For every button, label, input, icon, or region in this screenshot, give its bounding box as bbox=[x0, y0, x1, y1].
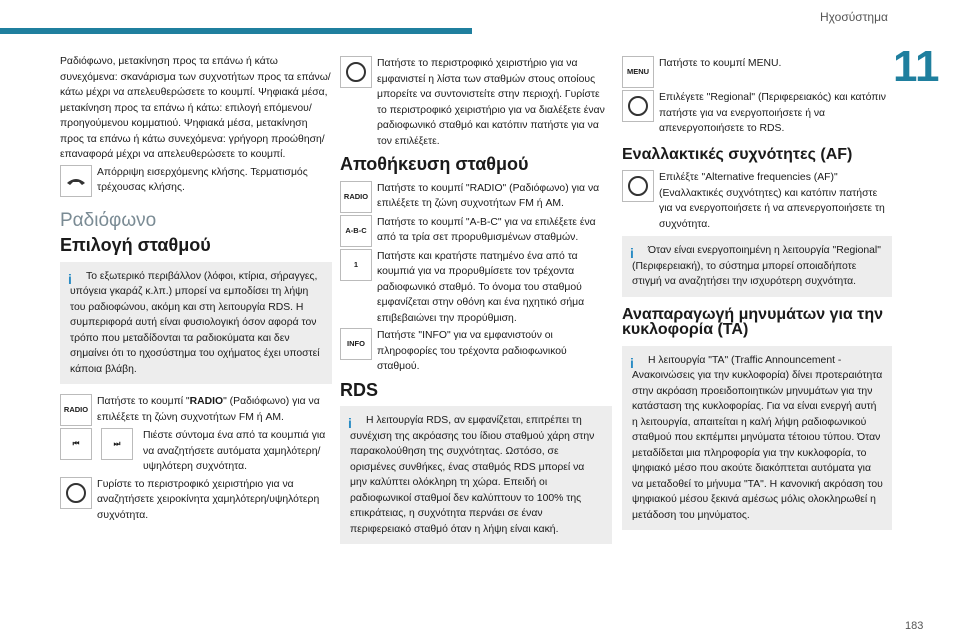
heading: Επιλογή σταθμού bbox=[60, 235, 211, 255]
preset-row bbox=[340, 249, 612, 327]
info-icon: i bbox=[68, 270, 72, 287]
header-title: Ηχοσύστημα bbox=[820, 10, 888, 24]
chapter-number: 11 bbox=[893, 42, 940, 91]
preset-button-icon: 1 bbox=[340, 249, 372, 281]
info-row bbox=[340, 328, 612, 375]
seek-back-icon: ⏮ bbox=[60, 428, 92, 460]
call-row bbox=[60, 165, 332, 197]
info-note bbox=[60, 262, 332, 385]
radio-row bbox=[60, 394, 332, 426]
paragraph: Πατήστε το κουμπί MENU. bbox=[659, 58, 782, 69]
abc-row bbox=[340, 215, 612, 247]
radio-row bbox=[340, 181, 612, 213]
info-note bbox=[622, 346, 892, 531]
paragraph: Απόρριψη εισερχόμενης κλήσης. Τερματισμός τρέχουσας κλήσης. bbox=[97, 166, 308, 193]
note-text: Το εξωτερικό περιβάλλον (λόφοι, κτίρια, σήραγγες, υπόγεια γκαράζ κ.λπ.) μπορεί να εμποδίσει τη λήψη του ραδιοφώνου, ακόμη και στη λειτουργία RDS. Η συμπεριφορά αυτή είναι φυσιολογική όσον αφορά τον τρόπο που μεταδίδονται τα ραδιοκύματα και δεν σημαίνει ότι το ηχοσύστημα του οχήματος έχει υποστεί κάποια βλάβη. bbox=[70, 270, 320, 375]
seek-forward-icon: ⏭ bbox=[101, 428, 133, 460]
phone-hangup-icon bbox=[60, 165, 92, 197]
page-number: 183 bbox=[905, 620, 924, 632]
column-2 bbox=[340, 54, 612, 554]
rotary-knob-icon bbox=[340, 56, 372, 88]
paragraph: Πατήστε το κουμπί "RADIO" (Ραδιόφωνο) για να επιλέξετε τη ζώνη συχνοτήτων FM ή AM. bbox=[377, 182, 600, 209]
heading: Εναλλακτικές συχνότητες (AF) bbox=[622, 145, 853, 163]
rotary-knob-icon bbox=[60, 477, 92, 509]
heading: Αναπαραγωγή μηνυμάτων για την κυκλοφορία (TA) bbox=[622, 305, 883, 338]
top-accent-bar bbox=[0, 28, 472, 34]
af-row bbox=[622, 170, 892, 232]
paragraph: Πατήστε το περιστροφικό χειριστήριο για να εμφανιστεί η λίστα των σταθμών στους οποίους μπορείτε να συντονιστείτε στην περιοχή. Γυρίστε το περιστροφικό χειριστήριο για να διαλέξετε έναν ραδιοφωνικό σταθμό και κατόπιν πατήστε για να τον επιλέξετε. bbox=[377, 58, 605, 147]
paragraph: Πατήστε "INFO" για να εμφανιστούν οι πληροφορίες του τρέχοντα ραδιοφωνικού σταθμού. bbox=[377, 330, 567, 372]
abc-button-icon: A-B-C bbox=[340, 215, 372, 247]
knob-row bbox=[340, 56, 612, 149]
info-button-icon: INFO bbox=[340, 328, 372, 360]
note-text: Η λειτουργία "TA" (Traffic Announcement - Ανακοινώσεις για την κυκλοφορία) δίνει προτεραιότητα στην ακρόαση προειδοποιητικών μηνυμάτων για την κατάσταση της κυκλοφορίας. Για να είναι ενεργή αυτή η λειτουργία, απαιτείται η καλή λήψη ραδιοφωνικού σταθμού που εκπέμπει μηνύματα τέτοιου τύπου. Όταν μεταδίδεται μια πληροφορία για την κυκλοφορία, το ψηφιακό μέσο που ακούτε διακόπτεται αυτόματα για να μεταδοθεί το μήνυμα "TA". Η κανονική ακρόαση του ψηφιακού μέσου ξεκινά αμέσως μόλις ολοκληρωθεί η μετάδοση του μηνύματος. bbox=[632, 354, 883, 521]
knob-row bbox=[60, 477, 332, 524]
seek-row bbox=[60, 428, 332, 475]
info-note bbox=[340, 406, 612, 544]
column-1 bbox=[60, 54, 332, 525]
paragraph: Πατήστε το κουμπί "A-B-C" για να επιλέξετε ένα από τα τρία σετ προρυθμισμένων σταθμών. bbox=[377, 216, 596, 243]
rotary-knob-icon bbox=[622, 170, 654, 202]
radio-button-icon: RADIO bbox=[340, 181, 372, 213]
note-text: Όταν είναι ενεργοποιημένη η λειτουργία "Regional" (Περιφερειακή), το σύστημα μπορεί οποιαδήποτε στιγμή να αναζητήσει την ισχυρότερη συχνότητα. bbox=[632, 245, 881, 287]
menu-button-icon: MENU bbox=[622, 56, 654, 88]
regional-row bbox=[622, 90, 892, 137]
info-icon: i bbox=[630, 354, 634, 371]
paragraph: Γυρίστε το περιστροφικό χειριστήριο για να αναζητήσετε χειροκίνητα χαμηλότερη/υψηλότερη συχνότητα. bbox=[97, 478, 320, 521]
paragraph: Επιλέγετε "Regional" (Περιφερειακός) και κατόπιν πατήστε για να ενεργοποιήσετε ή να απενεργοποιήσετε το RDS. bbox=[659, 92, 886, 134]
heading: Αποθήκευση σταθμού bbox=[340, 154, 529, 174]
heading: RDS bbox=[340, 379, 379, 400]
paragraph: Επιλέξτε "Alternative frequencies (AF)" (Εναλλακτικές συχνότητες) και κατόπιν πατήστε για να ενεργοποιήσετε ή να απενεργοποιήσετε τη συχνότητα. bbox=[659, 172, 885, 230]
info-note bbox=[622, 236, 892, 297]
menu-row bbox=[622, 56, 892, 88]
info-icon: i bbox=[630, 245, 634, 261]
paragraph: Πατήστε και κρατήστε πατημένο ένα από τα κουμπιά για να προρυθμίσετε τον τρέχοντα ραδιοφωνικό σταθμό. Το όνομα του σταθμού εμφανίζεται στην οθόνη και ένα ηχητικό σήμα επιβεβαιώνει την προρύθμιση. bbox=[377, 250, 585, 324]
paragraph: Πατήστε το κουμπί "RADIO" (Ραδιόφωνο) για να επιλέξετε τη ζώνη συχνοτήτων FM ή AM. bbox=[97, 396, 320, 423]
paragraph: Πιέστε σύντομα ένα από τα κουμπιά για να αναζητήσετε αυτόματα χαμηλότερη/υψηλότερη συχνότητα. bbox=[143, 430, 326, 472]
section-title: Ραδιόφωνο bbox=[60, 209, 157, 231]
column-3 bbox=[622, 54, 892, 540]
note-text: Η λειτουργία RDS, αν εμφανίζεται, επιτρέπει τη συνέχιση της ακρόασης του ίδιου σταθμού χάρη στην παρακολούθηση της συχνότητας. Ωστόσο, σε ορισμένες συνθήκες, ένας σταθμός RDS μπορεί να μην καλύπτει ολόκληρη τη χώρα. Επειδή οι ραδιοφωνικοί σταθμοί δεν καλύπτουν το 100% της επικράτειας, η συχνότητα περνάει σε έναν περιφερειακό σταθμό όταν η λήψη είναι κακή. bbox=[350, 415, 595, 535]
rotary-knob-icon bbox=[622, 90, 654, 122]
info-icon: i bbox=[348, 415, 352, 431]
paragraph: Ραδιόφωνο, μετακίνηση προς τα επάνω ή κάτω συνεχόμενα: σκανάρισμα των συχνοτήτων προς τα επάνω/κάτω μέχρι να απελευθερώσετε το κουμπί. Ψηφιακά μέσα, μετακίνηση προς τα επάνω ή κάτω: επιλογή επόμενου/προηγούμενου κομματιού. Ψηφιακά μέσα, μετακίνηση προς τα επάνω ή κάτω συνεχόμενα: γρήγορη προώθηση/επαναφορά μέχρι να απελευθερώσετε το κουμπί. bbox=[60, 56, 331, 160]
radio-button-icon: RADIO bbox=[60, 394, 92, 426]
